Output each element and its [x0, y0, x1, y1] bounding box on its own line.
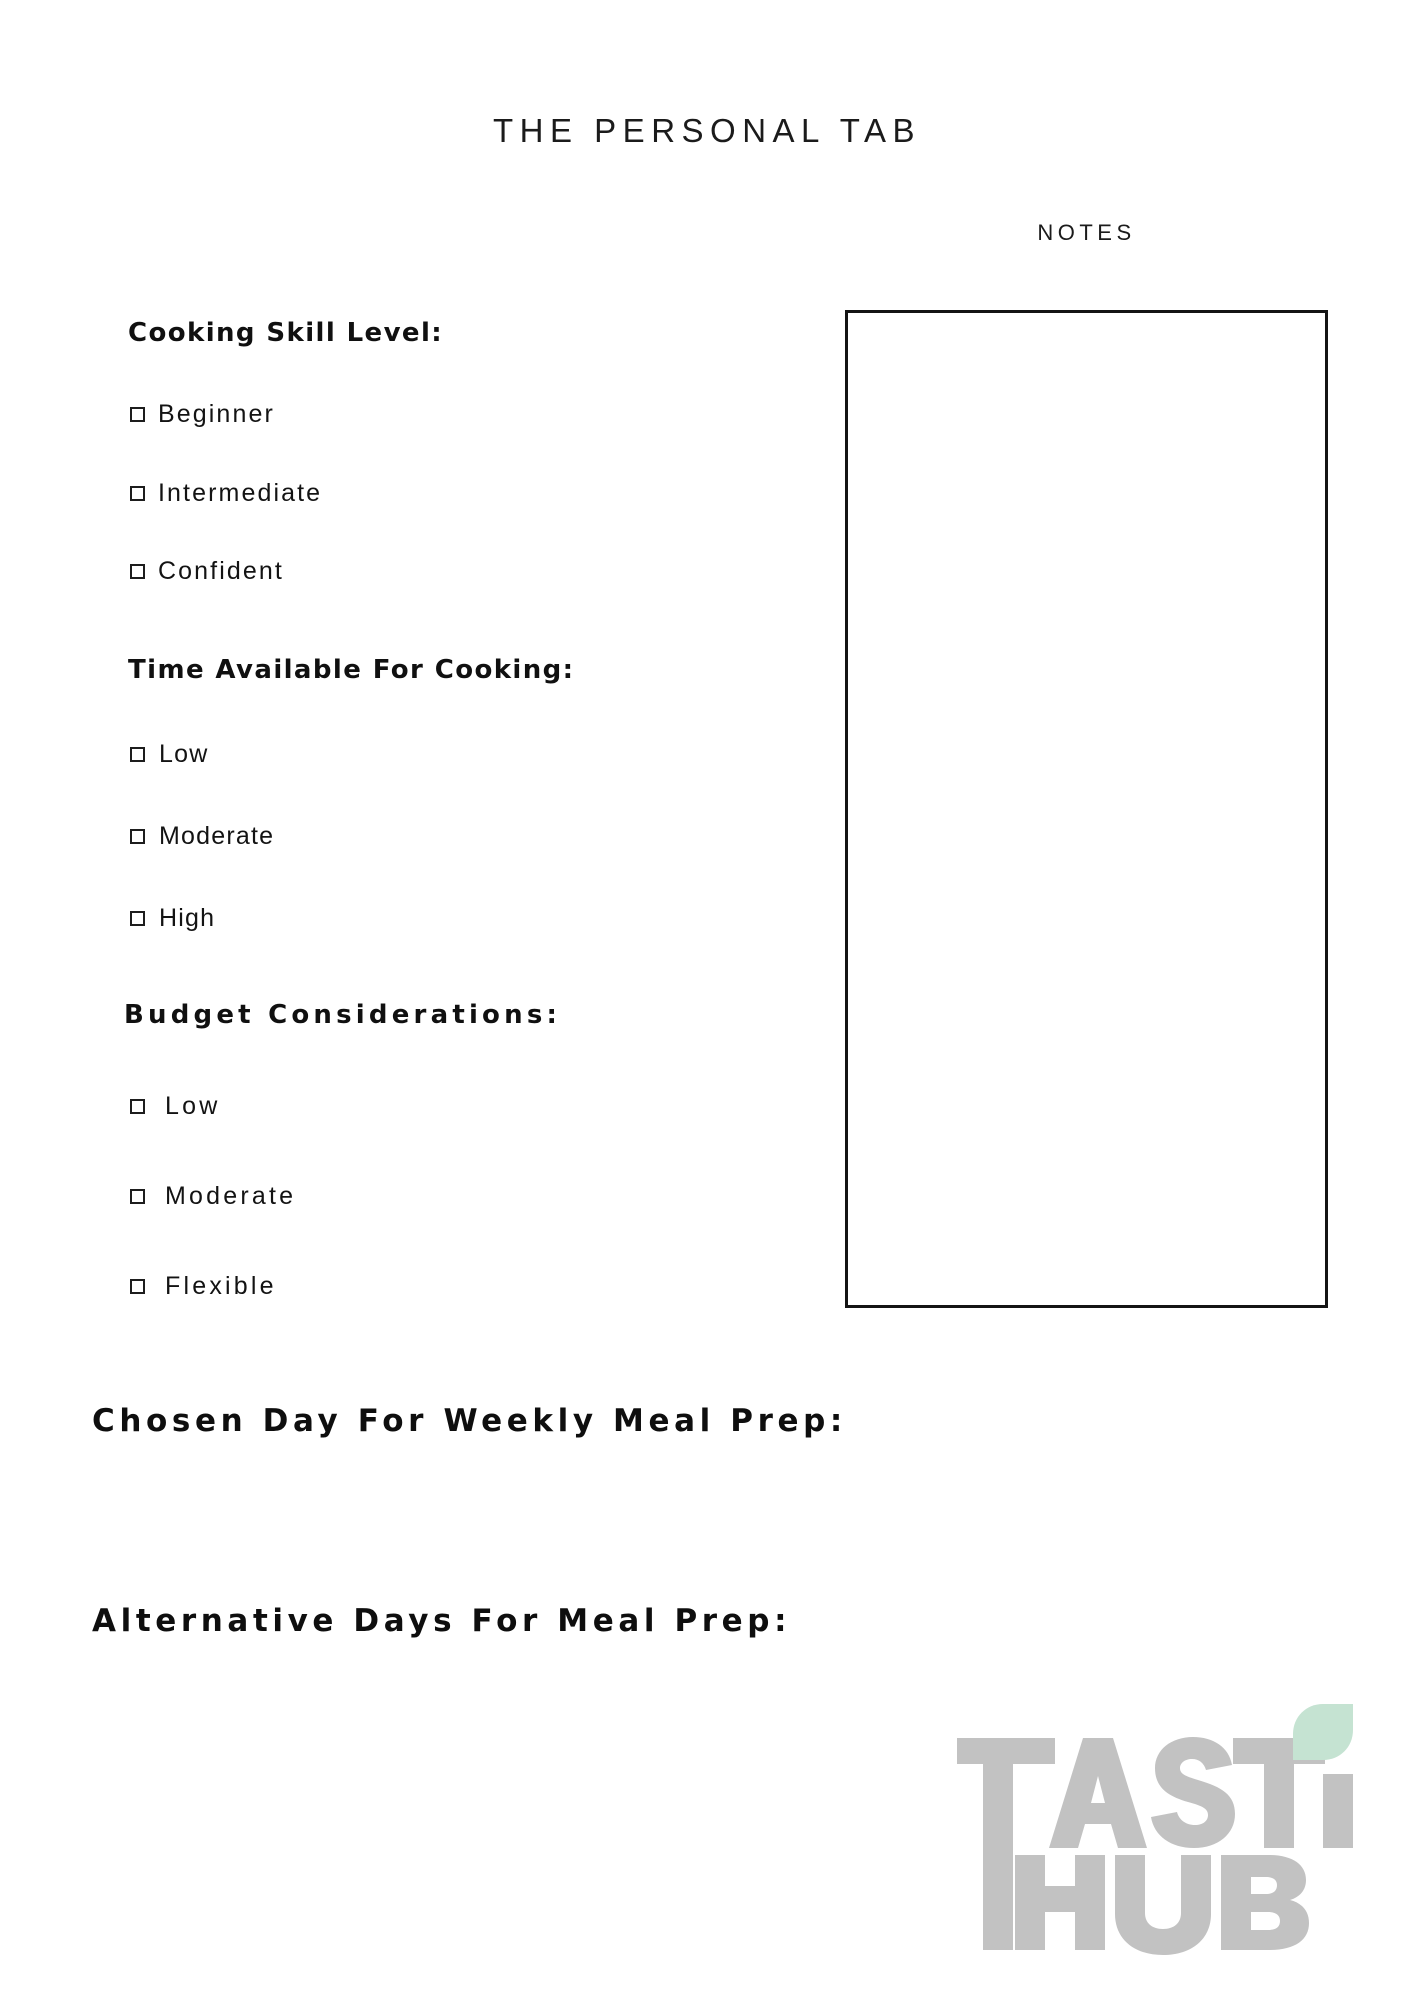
- checkbox-row-time-low[interactable]: [130, 740, 208, 769]
- checkbox-label: Low: [165, 1092, 221, 1120]
- checkbox-square-icon[interactable]: [130, 911, 145, 926]
- checkbox-row-budget-flexible[interactable]: [130, 1272, 277, 1301]
- checkbox-square-icon[interactable]: [130, 407, 145, 422]
- checkbox-square-icon[interactable]: [130, 1279, 145, 1294]
- section-heading-time-available-for-cooking: Time Available For Cooking:: [128, 655, 575, 685]
- checkbox-row-budget-low[interactable]: [130, 1092, 220, 1121]
- checkbox-square-icon[interactable]: [130, 1099, 145, 1114]
- page-title: THE PERSONAL TAB: [493, 112, 921, 149]
- checkbox-row-time-moderate[interactable]: [130, 822, 274, 851]
- leaf-icon: [1293, 1704, 1353, 1760]
- checkbox-row-intermediate[interactable]: [130, 479, 322, 508]
- section-heading-cooking-skill-level: Cooking Skill Level:: [128, 318, 444, 348]
- checkbox-row-time-high[interactable]: [130, 904, 215, 933]
- checkbox-label: Beginner: [158, 400, 275, 428]
- tastihub-logo-icon: [955, 1700, 1380, 1990]
- checkbox-row-budget-moderate[interactable]: [130, 1182, 296, 1211]
- checkbox-square-icon[interactable]: [130, 747, 145, 762]
- checkbox-square-icon[interactable]: [130, 829, 145, 844]
- tastihub-logo: [955, 1700, 1380, 1990]
- checkbox-label: Moderate: [165, 1182, 297, 1210]
- checkbox-label: Confident: [158, 557, 284, 585]
- section-heading-budget-considerations: Budget Considerations:: [124, 1000, 562, 1030]
- checkbox-label: High: [159, 904, 216, 932]
- checklist-column: [0, 0, 820, 1340]
- checkbox-square-icon[interactable]: [130, 486, 145, 501]
- notes-label: NOTES: [1037, 220, 1136, 245]
- checkbox-row-confident[interactable]: [130, 557, 284, 586]
- checkbox-label: Intermediate: [158, 479, 323, 507]
- notes-input-area[interactable]: [845, 310, 1328, 1308]
- checkbox-label: Moderate: [159, 822, 275, 850]
- checkbox-square-icon[interactable]: [130, 1189, 145, 1204]
- checkbox-row-beginner[interactable]: [130, 400, 275, 429]
- prompt-alternative-days-for-meal-prep: Alternative Days For Meal Prep:: [92, 1603, 792, 1639]
- checkbox-label: Low: [159, 740, 209, 768]
- prompt-chosen-day-for-weekly-meal-prep: Chosen Day For Weekly Meal Prep:: [92, 1403, 847, 1439]
- checkbox-square-icon[interactable]: [130, 564, 145, 579]
- checkbox-label: Flexible: [165, 1272, 277, 1300]
